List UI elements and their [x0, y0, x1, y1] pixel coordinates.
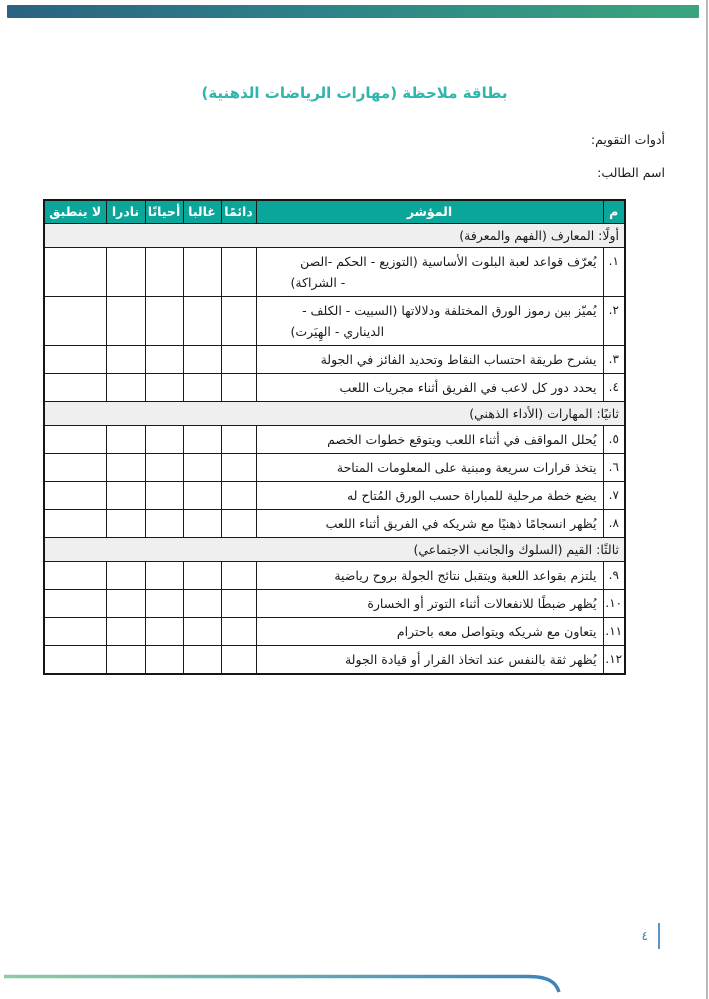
- rating-cell[interactable]: [145, 509, 183, 537]
- indicator-text: [256, 589, 603, 617]
- rating-cell[interactable]: [221, 589, 256, 617]
- indicator-number: ١.: [603, 247, 625, 296]
- rating-cell[interactable]: [183, 453, 221, 481]
- rating-cell[interactable]: [44, 617, 106, 645]
- footer-page-number-block: [642, 923, 660, 949]
- indicator-number: ١٠.: [603, 589, 625, 617]
- rating-cell[interactable]: [145, 645, 183, 674]
- indicator-text: [256, 345, 603, 373]
- indicator-row: [44, 373, 625, 401]
- indicator-number: ٥.: [603, 425, 625, 453]
- observation-table-body: [44, 223, 625, 674]
- indicator-row: [44, 481, 625, 509]
- rating-cell[interactable]: [145, 296, 183, 345]
- column-header: لا ينطبق: [44, 200, 106, 223]
- rating-cell[interactable]: [183, 589, 221, 617]
- rating-cell[interactable]: [106, 296, 145, 345]
- indicator-row: [44, 589, 625, 617]
- section-row: [44, 401, 625, 425]
- rating-cell[interactable]: [44, 453, 106, 481]
- rating-cell[interactable]: [145, 561, 183, 589]
- rating-cell[interactable]: [106, 453, 145, 481]
- section-title: ثالثًا: القيم (السلوك والجانب الاجتماعي): [44, 537, 625, 561]
- rating-cell[interactable]: [145, 425, 183, 453]
- evaluation-tools-label: أدوات التقويم:: [590, 132, 665, 147]
- indicator-number: ٣.: [603, 345, 625, 373]
- indicator-row: [44, 645, 625, 674]
- rating-cell[interactable]: [221, 453, 256, 481]
- rating-cell[interactable]: [221, 509, 256, 537]
- rating-cell[interactable]: [145, 373, 183, 401]
- indicator-number: ٨.: [603, 509, 625, 537]
- indicator-text-line: يُظهر ضبطًا للانفعالات أثناء التوتر أو الخسارة: [367, 595, 597, 611]
- page-number: ٤: [641, 929, 648, 943]
- indicator-row: [44, 617, 625, 645]
- indicator-text-line: - الشراكة): [290, 274, 346, 290]
- rating-cell[interactable]: [106, 481, 145, 509]
- indicator-text: [256, 561, 603, 589]
- indicator-text-line: يُظهر ثقة بالنفس عند اتخاذ القرار أو قيادة الجولة: [344, 651, 597, 667]
- rating-cell[interactable]: [183, 561, 221, 589]
- indicator-text: [256, 617, 603, 645]
- indicator-text-line: يُميّز بين رموز الورق المختلفة ودلالاتها (السبيت - الكلف -: [302, 302, 597, 318]
- indicator-number: ١١.: [603, 617, 625, 645]
- indicator-number: ٩.: [603, 561, 625, 589]
- indicator-row: [44, 296, 625, 345]
- rating-cell[interactable]: [145, 345, 183, 373]
- rating-cell[interactable]: [221, 247, 256, 296]
- column-header: المؤشر: [256, 200, 603, 223]
- rating-cell[interactable]: [145, 481, 183, 509]
- indicator-row: [44, 509, 625, 537]
- indicator-row: [44, 425, 625, 453]
- rating-cell[interactable]: [221, 481, 256, 509]
- section-row: [44, 537, 625, 561]
- footer-page-number-divider: [658, 923, 660, 949]
- rating-cell[interactable]: [106, 589, 145, 617]
- rating-cell[interactable]: [183, 345, 221, 373]
- indicator-text: [256, 481, 603, 509]
- indicator-number: ٤.: [603, 373, 625, 401]
- rating-cell[interactable]: [221, 345, 256, 373]
- column-header: أحيانًا: [145, 200, 183, 223]
- rating-cell[interactable]: [106, 247, 145, 296]
- observation-table: [43, 199, 626, 675]
- rating-cell[interactable]: [221, 617, 256, 645]
- rating-cell[interactable]: [145, 247, 183, 296]
- column-header: دائمًا: [221, 200, 256, 223]
- header-row: [44, 200, 625, 223]
- indicator-text-line: يتخذ قرارات سريعة ومبنية على المعلومات المتاحة: [336, 459, 597, 475]
- rating-cell[interactable]: [106, 345, 145, 373]
- footer-curve-line: [0, 960, 709, 999]
- rating-cell[interactable]: [44, 589, 106, 617]
- page-edge-line: [706, 0, 708, 999]
- rating-cell[interactable]: [221, 561, 256, 589]
- rating-cell[interactable]: [183, 296, 221, 345]
- rating-cell[interactable]: [106, 645, 145, 674]
- indicator-number: ٢.: [603, 296, 625, 345]
- rating-cell[interactable]: [44, 481, 106, 509]
- column-header: غالبا: [183, 200, 221, 223]
- rating-cell[interactable]: [44, 345, 106, 373]
- rating-cell[interactable]: [183, 247, 221, 296]
- section-row: [44, 223, 625, 247]
- section-title: أولًا: المعارف (الفهم والمعرفة): [44, 223, 625, 247]
- column-header: م: [603, 200, 625, 223]
- rating-cell[interactable]: [145, 453, 183, 481]
- rating-cell[interactable]: [221, 296, 256, 345]
- indicator-row: [44, 561, 625, 589]
- indicator-text-line: يحدد دور كل لاعب في الفريق أثناء مجريات اللعب: [339, 379, 597, 395]
- indicator-text-line: يُعرّف قواعد لعبة البلوت الأساسية (التوزيع - الحكم -الصن: [300, 253, 597, 269]
- indicator-text-line: يتعاون مع شريكه ويتواصل معه باحترام: [396, 623, 597, 639]
- indicator-text: [256, 425, 603, 453]
- rating-cell[interactable]: [106, 617, 145, 645]
- column-header: نادرا: [106, 200, 145, 223]
- indicator-text-line: يلتزم بقواعد اللعبة ويتقبل نتائج الجولة بروح رياضية: [334, 567, 597, 583]
- indicator-text-line: الديناري - الهِيَرت): [290, 323, 385, 339]
- indicator-row: [44, 247, 625, 296]
- rating-cell[interactable]: [106, 509, 145, 537]
- rating-cell[interactable]: [145, 589, 183, 617]
- indicator-text-line: يُحلل المواقف في أثناء اللعب ويتوقع خطوات الخصم: [327, 431, 597, 447]
- rating-cell[interactable]: [44, 373, 106, 401]
- indicator-number: ٦.: [603, 453, 625, 481]
- indicator-text: [256, 453, 603, 481]
- section-title: ثانيًا: المهارات (الأداء الذهني): [44, 401, 625, 425]
- rating-cell[interactable]: [221, 425, 256, 453]
- indicator-text: [256, 373, 603, 401]
- rating-cell[interactable]: [44, 247, 106, 296]
- rating-cell[interactable]: [183, 509, 221, 537]
- rating-cell[interactable]: [183, 645, 221, 674]
- rating-cell[interactable]: [106, 425, 145, 453]
- indicator-text-line: يشرح طريقة احتساب النقاط وتحديد الفائز في الجولة: [320, 351, 597, 367]
- page-title: بطاقة ملاحظة (مهارات الرياضات الذهنية): [201, 84, 508, 102]
- observation-table-header: [44, 200, 625, 223]
- indicator-text: [256, 296, 603, 345]
- student-name-label: اسم الطالب:: [597, 165, 665, 180]
- indicator-row: [44, 345, 625, 373]
- indicator-text-line: يُظهر انسجامًا ذهنيًا مع شريكه في الفريق أثناء اللعب: [325, 515, 597, 531]
- indicator-number: ٧.: [603, 481, 625, 509]
- indicator-text: [256, 509, 603, 537]
- rating-cell[interactable]: [106, 561, 145, 589]
- rating-cell[interactable]: [145, 617, 183, 645]
- rating-cell[interactable]: [44, 296, 106, 345]
- rating-cell[interactable]: [221, 373, 256, 401]
- rating-cell[interactable]: [183, 373, 221, 401]
- rating-cell[interactable]: [44, 425, 106, 453]
- top-accent-bar: [7, 5, 699, 18]
- rating-cell[interactable]: [183, 617, 221, 645]
- indicator-number: ١٢.: [603, 645, 625, 674]
- indicator-text-line: يضع خطة مرحلية للمباراة حسب الورق المُتاح له: [346, 487, 597, 503]
- indicator-text: [256, 247, 603, 296]
- rating-cell[interactable]: [44, 509, 106, 537]
- rating-cell[interactable]: [183, 481, 221, 509]
- indicator-text: [256, 645, 603, 674]
- rating-cell[interactable]: [44, 561, 106, 589]
- rating-cell[interactable]: [106, 373, 145, 401]
- indicator-row: [44, 453, 625, 481]
- rating-cell[interactable]: [183, 425, 221, 453]
- rating-cell[interactable]: [44, 645, 106, 674]
- rating-cell[interactable]: [221, 645, 256, 674]
